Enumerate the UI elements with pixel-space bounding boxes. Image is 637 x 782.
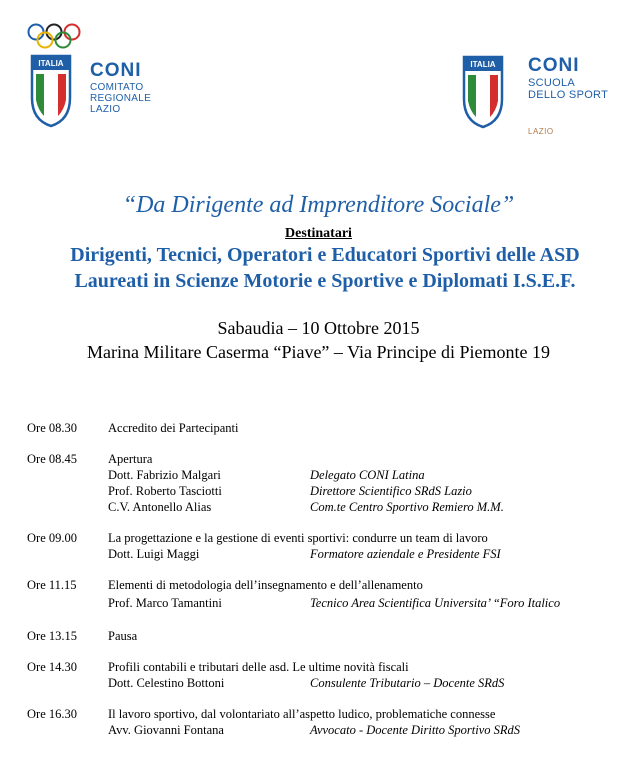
session-time: Ore 13.15 [27,629,77,643]
speaker-role: Formatore aziendale e Presidente FSI [310,547,501,561]
speaker-row [27,499,627,515]
session-activity: Profili contabili e tributari delle asd. Le ultime novità fiscali [108,660,409,674]
program-schedule [27,420,627,738]
event-date: Sabaudia – 10 Ottobre 2015 [217,318,420,338]
logo-sub-line: COMITATO [90,82,144,93]
speaker-row [27,675,627,691]
speaker-name: Prof. Marco Tamantini [108,596,222,610]
audience-line: Dirigenti, Tecnici, Operatori e Educatori Sportivi delle ASD [70,244,580,266]
schedule-row [27,706,627,722]
olympic-rings-icon [26,22,86,50]
speaker-name: C.V. Antonello Alias [108,500,212,514]
logo-region: LAZIO [528,127,554,136]
speaker-role: Avvocato - Docente Diritto Sportivo SRdS [310,723,521,737]
session-activity: Accredito dei Partecipanti [108,421,239,435]
recipients-label: Destinatari [285,226,352,241]
schedule-row [27,451,627,467]
logo-sub-line: DELLO SPORT [528,89,609,101]
schedule-row [27,659,627,675]
brand-name: CONI [528,55,580,76]
brand-name: CONI [90,60,142,81]
session-time: Ore 09.00 [27,531,77,545]
event-title: “Da Dirigente ad Imprenditore Sociale” [122,192,515,218]
speaker-name: Dott. Celestino Bottoni [108,676,225,690]
session-activity: Apertura [108,452,153,466]
schedule-row [27,530,627,546]
speaker-role: Consulente Tributario – Docente SRdS [310,676,505,690]
session-time: Ore 14.30 [27,660,77,674]
logo-text-block [528,55,608,101]
logo-sub-line: LAZIO [90,104,121,115]
coni-comitato-regionale-logo [24,22,174,137]
session-time: Ore 08.30 [27,421,77,435]
session-time: Ore 11.15 [27,578,77,592]
event-venue: Marina Militare Caserma “Piave” – Via Principe di Piemonte 19 [87,342,550,362]
speaker-row [27,467,627,483]
speaker-role: Direttore Scientifico SRdS Lazio [310,484,472,498]
italia-shield-icon [462,55,504,129]
logo-sub-line: REGIONALE [90,93,152,104]
speaker-name: Prof. Roberto Tasciotti [108,484,222,498]
speaker-role: Tecnico Area Scientifica Universita’ “Foro Italico [310,596,561,610]
italia-shield-icon [30,54,72,128]
session-activity: Elementi di metodologia dell’insegnamento e dell’allenamento [108,578,423,592]
speaker-name: Dott. Luigi Maggi [108,547,200,561]
schedule-row [27,420,627,436]
session-time: Ore 16.30 [27,707,77,721]
session-activity: Pausa [108,629,138,643]
speaker-row [27,483,627,499]
schedule-row [27,577,627,593]
speaker-role: Com.te Centro Sportivo Remiero M.M. [310,500,504,514]
shield-label: ITALIA [470,60,496,69]
speaker-row [27,546,627,562]
session-activity: La progettazione e la gestione di eventi sportivi: condurre un team di lavoro [108,531,488,545]
audience-line: Laureati in Scienze Motorie e Sportive e Diplomati I.S.E.F. [74,270,576,292]
speaker-name: Avv. Giovanni Fontana [108,723,224,737]
schedule-row [27,628,627,644]
speaker-row [27,722,627,738]
logo-text-block [90,60,151,115]
session-activity: Il lavoro sportivo, dal volontariato all’aspetto ludico, problematiche connesse [108,707,496,721]
session-time: Ore 08.45 [27,452,77,466]
shield-label: ITALIA [38,59,64,68]
speaker-row [27,593,627,613]
logo-sub-line: SCUOLA [528,77,576,89]
coni-scuola-dello-sport-logo [458,55,618,140]
speaker-role: Delegato CONI Latina [310,468,425,482]
speaker-name: Dott. Fabrizio Malgari [108,468,221,482]
